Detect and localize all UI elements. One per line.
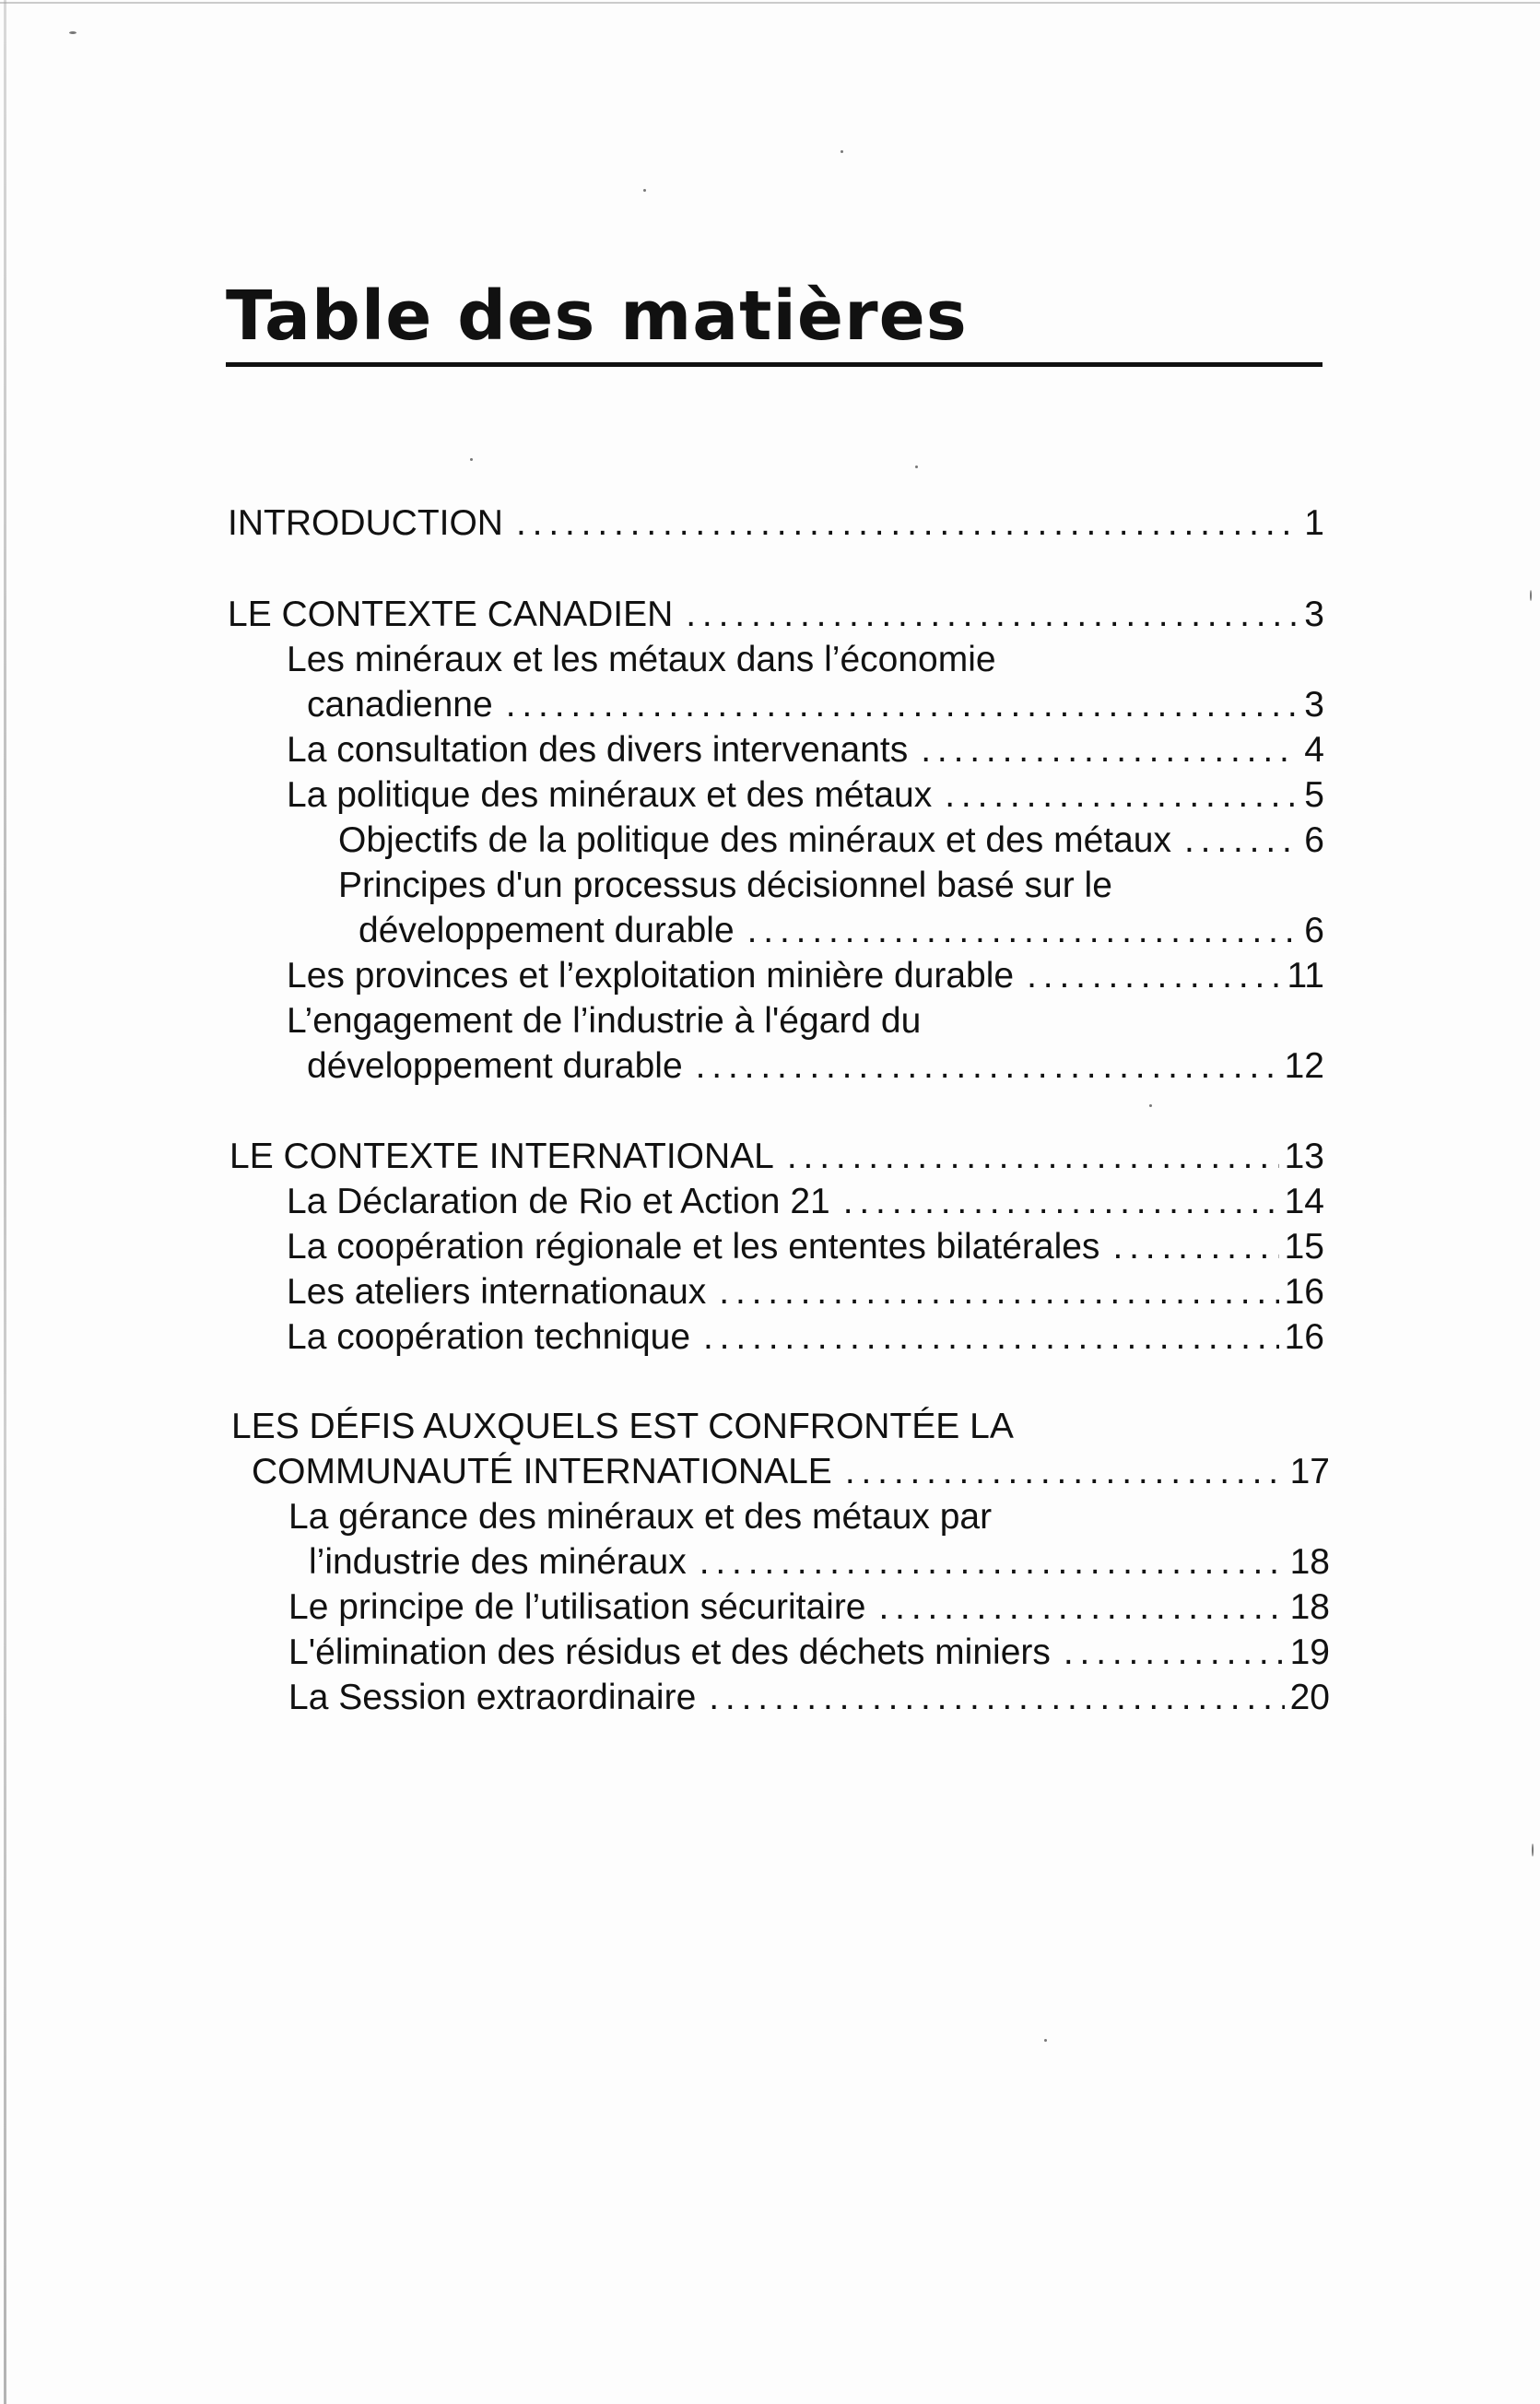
toc-entry-elimination-residus[interactable] (288, 1630, 1330, 1675)
toc-entry-utilisation-securitaire[interactable] (288, 1585, 1330, 1630)
dot-leader (709, 1675, 1284, 1720)
dot-leader (747, 908, 1299, 953)
toc-page-number: 13 (1284, 1137, 1324, 1176)
toc-subentry-label: l’industrie des minéraux (309, 1542, 687, 1582)
toc-entry-consultation[interactable] (287, 727, 1324, 772)
dot-leader (945, 772, 1299, 818)
toc-subentry-label: développement durable (359, 911, 735, 950)
dot-leader (696, 1043, 1279, 1089)
dot-leader (1027, 953, 1281, 998)
dot-leader (719, 1269, 1278, 1314)
toc-page-number: 11 (1287, 956, 1324, 996)
toc-subentry-label: Objectifs de la politique des minéraux et des métaux (338, 820, 1171, 860)
toc-entry-cooperation-technique[interactable] (287, 1314, 1324, 1360)
dot-leader (1064, 1630, 1285, 1675)
toc-page-number: 6 (1304, 911, 1324, 950)
scan-speck (1044, 2039, 1047, 2042)
dot-leader (506, 682, 1299, 727)
scan-speck (1532, 1844, 1534, 1856)
toc-page-number: 15 (1284, 1227, 1324, 1267)
scan-speck (69, 31, 76, 34)
toc-entry-principes[interactable] (359, 908, 1324, 953)
page-title: Table des matières (226, 277, 968, 356)
toc-subentry-label: La consultation des divers intervenants (287, 730, 909, 770)
toc-subentry-label: La Déclaration de Rio et Action 21 (287, 1182, 830, 1221)
toc-section-label: LE CONTEXTE INTERNATIONAL (229, 1137, 774, 1176)
toc-subentry-label: La coopération technique (287, 1317, 691, 1357)
toc-section-label: COMMUNAUTÉ INTERNATIONALE (252, 1452, 832, 1491)
scan-speck (1530, 590, 1532, 601)
toc-subentry-label: La politique des minéraux et des métaux (287, 775, 933, 815)
toc-entry-engagement[interactable] (307, 1043, 1324, 1089)
toc-page-number: 1 (1304, 503, 1324, 543)
scan-speck (1149, 1104, 1152, 1107)
dot-leader (516, 501, 1299, 546)
toc-subentry-line1: Principes d'un processus décisionnel basé sur le (338, 866, 1112, 905)
toc-page-number: 20 (1289, 1678, 1330, 1717)
toc-entry-contexte-international[interactable] (229, 1134, 1324, 1179)
dot-leader (879, 1585, 1285, 1630)
dot-leader (686, 592, 1299, 637)
toc-page-number: 19 (1289, 1632, 1330, 1672)
toc-entry-contexte-canadien[interactable] (228, 592, 1324, 637)
toc-section-line1: LES DÉFIS AUXQUELS EST CONFRONTÉE LA (231, 1407, 1014, 1446)
toc-subentry-line1: Les minéraux et les métaux dans l’économie (287, 640, 996, 679)
toc-subentry-label: La Session extraordinaire (288, 1678, 697, 1717)
toc-page-number: 6 (1304, 820, 1324, 860)
toc-page-number: 18 (1289, 1542, 1330, 1582)
dot-leader (787, 1134, 1279, 1179)
toc-entry-politique[interactable] (287, 772, 1324, 818)
toc-page-number: 18 (1289, 1587, 1330, 1627)
toc-entry-objectifs[interactable] (338, 818, 1324, 863)
scan-speck (643, 189, 646, 192)
toc-page-number: 12 (1284, 1046, 1324, 1086)
toc-page-number: 14 (1284, 1182, 1324, 1221)
toc-subentry-line1: L’engagement de l’industrie à l'égard du (287, 1001, 922, 1041)
toc-subentry-label: développement durable (307, 1046, 683, 1086)
toc-subentry-label: La coopération régionale et les ententes bilatérales (287, 1227, 1100, 1267)
dot-leader (921, 727, 1299, 772)
toc-section-label: INTRODUCTION (228, 503, 503, 543)
dot-leader (845, 1449, 1285, 1494)
scan-speck (915, 465, 918, 468)
toc-entry-session-extraordinaire[interactable] (288, 1675, 1330, 1720)
toc-subentry-label: canadienne (307, 685, 493, 725)
toc-entry-gerance[interactable] (309, 1539, 1330, 1585)
toc-entry-rio[interactable] (287, 1179, 1324, 1224)
toc-subentry-label: Les provinces et l’exploitation minière durable (287, 956, 1015, 996)
toc-subentry-label: L'élimination des résidus et des déchets miniers (288, 1632, 1051, 1672)
toc-entry-introduction[interactable] (228, 501, 1324, 546)
toc-subentry-line1: La gérance des minéraux et des métaux par (288, 1497, 993, 1537)
dot-leader (843, 1179, 1279, 1224)
toc-entry-mineraux-economie[interactable] (307, 682, 1324, 727)
toc-page-number: 16 (1284, 1317, 1324, 1357)
toc-page-number: 5 (1304, 775, 1324, 815)
toc-page-number: 4 (1304, 730, 1324, 770)
scan-speck (470, 458, 473, 461)
toc-page-number: 16 (1284, 1272, 1324, 1312)
toc-entry-provinces[interactable] (287, 953, 1324, 998)
toc-page-number: 3 (1304, 685, 1324, 725)
dot-leader (1112, 1224, 1278, 1269)
scan-speck (841, 150, 843, 153)
dot-leader (1184, 818, 1299, 863)
toc-entry-defis[interactable] (252, 1449, 1330, 1494)
toc-subentry-label: Le principe de l’utilisation sécuritaire (288, 1587, 866, 1627)
toc-section-label: LE CONTEXTE CANADIEN (228, 595, 674, 634)
dot-leader (703, 1314, 1279, 1360)
toc-entry-cooperation-regionale[interactable] (287, 1224, 1324, 1269)
toc-page-number: 17 (1289, 1452, 1330, 1491)
toc-entry-ateliers[interactable] (287, 1269, 1324, 1314)
toc-page-number: 3 (1304, 595, 1324, 634)
toc-subentry-label: Les ateliers internationaux (287, 1272, 707, 1312)
dot-leader (699, 1539, 1285, 1585)
